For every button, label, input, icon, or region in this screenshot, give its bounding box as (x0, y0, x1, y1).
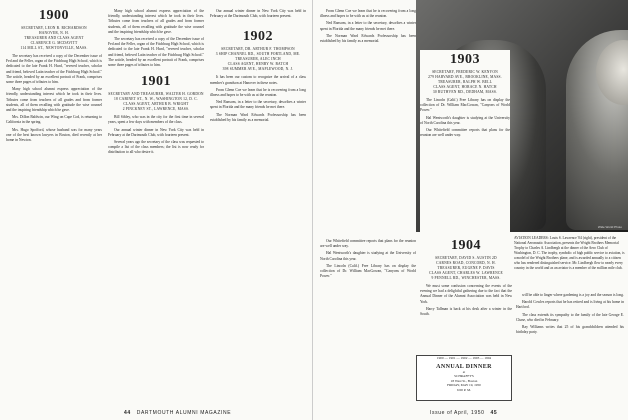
class-1904-continued (516, 290, 624, 405)
right-footer (430, 410, 501, 416)
class-1903-section (420, 50, 510, 232)
paragraph: Our Whitefield committee reports that plans for the reunion are well under way. (320, 239, 416, 249)
paragraph: Harry Tallman is back at his desk after a winter in the South. (420, 306, 512, 317)
officer-line: CLASS AGENT, HENRY W. BATCH (227, 62, 289, 67)
column-text (420, 284, 512, 317)
officer-line: 30 RUTHVEN RD., DEDHAM, MASS. (432, 90, 498, 94)
ad-detail: FRIDAY, MAY 19, 1950 (447, 383, 481, 388)
officer-line: TREASURER, RALPH W. BELL (437, 80, 493, 84)
paragraph: Bill Sibley, who was in the city for the first time in several years, spent a few days with members of the class. (108, 115, 204, 125)
officer-line: SECRETARY, FREDERIC W. KENYON (432, 70, 498, 74)
page-number: 45 (490, 410, 498, 416)
officer-line: 18 CABINET ST., N. W., WASHINGTON 12, D. C. (113, 97, 198, 102)
officer-line: SECRETARY, DAVID S. AUSTIN 2D (435, 256, 497, 260)
paragraph: The secretary has received a copy of the December issue of Fed and the Feller, organ of the Fitchburg High School, which is dedicated to the late Frank H. Hurd, "revered teacher, scholar and friend, beloved Latin teacher of the Fitchburg High School." The article, headed by an excellent portrait of Frank, comprises some three pages of tributes to him. (6, 54, 102, 85)
column-text (516, 293, 624, 335)
officer-line: SECRETARY AND TREASURER, WALTER H. GORDON (108, 92, 204, 97)
class-1904-section (420, 236, 512, 352)
officer-line: 398 SUMMER AVE., MAPLEWOOD, N. J. (222, 67, 294, 72)
ad-detail: at (462, 369, 466, 374)
class-1902-continued (320, 6, 416, 232)
paragraph: Hal Wentworth's daughter is studying at the University of North Carolina this year. (320, 251, 416, 261)
column-text (108, 115, 204, 155)
ad-detail: SCHRAFFT'S (454, 374, 474, 379)
class-1900-section (6, 6, 102, 145)
officer-line: CLASS AGENT, HORACE N. HATCH (433, 85, 497, 89)
paragraph: Mrs. Dillon Baldwin, our Wing on Cape Cod, is returning to California in the spring. (6, 115, 102, 125)
officer-line: 9 PENNELL RD., WINCHESTER, MASS. (431, 276, 501, 280)
officer-line: CLARENCE G. MCDAVITT (30, 41, 78, 45)
paragraph: The Norman Ward Edwards Professorship has been established by his family as a memorial. (210, 112, 306, 122)
paragraph: Ned Ransom, in a letter to the secretary, describes a winter spent in Florida and the many friends he met there. (210, 100, 306, 110)
ad-classes: 1900 — 1901 — 1902 — 1903 — 1904 (436, 356, 492, 360)
paragraph: The class extends its sympathy to the family of the late George E. Chase, who died in February. (516, 312, 624, 322)
officer-line: TREASURER, EUGENE P. DAVIS (437, 266, 495, 270)
officer-line: 279 HARVARD AVE., BROOKLINE, MASS. (428, 75, 502, 79)
class-year: 1902 (243, 29, 273, 45)
magazine-name: DARTMOUTH ALUMNI MAGAZINE (136, 410, 232, 416)
paragraph: Our annual winter dinner in New York City was held in February at the Dartmouth Club, with fourteen present. (210, 9, 306, 19)
officer-line: TREASURER, ALEC INCH (235, 57, 281, 62)
officer-line: SECRETARY, LEON B. RICHARDSON (21, 26, 87, 30)
officer-line: CLASS AGENT, ARTHUR B. WRIGHT (123, 102, 189, 107)
class-1901-section (108, 74, 204, 155)
column-text (108, 9, 204, 68)
officer-line: CARNES ROAD, CONCORD, N. H. (436, 261, 496, 265)
paragraph: Hal Wentworth's daughter is studying at the University of North Carolina this year. (420, 115, 510, 125)
paragraph: Many high school alumni express appreciation of the friendly, understanding interest which he took in their lives. Tributes come from teachers of all grades and from former students, all of them recalling with gratitude the wise counsel and the inspiring friendship which he gave. (6, 87, 102, 113)
class-year: 1903 (450, 52, 480, 67)
class-1902-section (210, 6, 306, 406)
paragraph: The Lincoln (Calif.) Free Library has on display the collection of Dr. William MacGowan, "Canyons of World Power." (320, 263, 416, 279)
officer-line: 3 SHIP CHANNEL RD., SOUTH PORTLAND, ME. (215, 52, 301, 57)
paragraph: Harold Cowles reports that he has retired and is living at his home in Hartford. (516, 300, 624, 310)
officer-line: CLASS AGENT, CHARLES W. LAWRENCE (429, 271, 503, 275)
column-text (420, 98, 510, 138)
paragraph: Our annual winter dinner in New York City was held in February at the Dartmouth Club, with fourteen present. (108, 127, 204, 137)
officer-line: TREASURER AND CLASS AGENT (24, 36, 84, 40)
issue-date: Issue of April, 1950 (430, 410, 485, 416)
paragraph: The Norman Ward Edwards Professorship has been established by his family as a memorial. (320, 33, 416, 44)
officer-line: SECRETARY, DR. ARTHUR F. THOMPSON (221, 47, 295, 52)
page-number: 44 (124, 410, 131, 416)
photo-caption: AVIATION LEADERS: Louis S. Lawrence '04 (right), president of the National Aeronautic Association, presents the Wright Brothers Memorial Trophy to Charles A. Lindbergh at the dinner of the Aero Club of Washington, D. C. The trophy, symbolic of high public service to aviation, is a model of the Wright Brothers plane, and is awarded annually to a citizen who has rendered distinguished service. Mr. Lindbergh flew to nearly every country in the world and as an aviator is a member of the million mile club. (514, 236, 625, 270)
paragraph: Many high school alumni express appreciation of the friendly, understanding interest which he took in their lives. Tributes come from teachers of all grades and from former students, all of them recalling with gratitude the wise counsel and the inspiring friendship which he gave. (108, 9, 204, 34)
column-text (320, 9, 416, 44)
column-text (210, 9, 306, 19)
paragraph: From Glenn Coe we learn that he is recovering from a long illness and hopes to be with us at the reunion. (320, 9, 416, 19)
paragraph: Ned Ransom, in a letter to the secretary, describes a winter spent in Florida and the many friends he met there. (320, 21, 416, 31)
paragraph: Ray Williams writes that 25 of his grandchildren attended his birthday party. (516, 325, 624, 335)
paragraph: The secretary has received a copy of the December issue of Fed and the Feller, organ of the Fitchburg High School, which is dedicated to the late Frank H. Hurd, "revered teacher, scholar and friend, beloved Latin teacher of the Fitchburg High School." The article, headed by an excellent portrait of Frank, comprises some three pages of tributes to him. (108, 37, 204, 68)
class-1903-continued (320, 236, 416, 406)
class-year: 1900 (39, 8, 69, 23)
column-text (210, 75, 306, 123)
paragraph: Several years ago the secretary of the class was requested to compile a list of the class members; the list is now ready for distribution to all who desire it. (108, 140, 204, 155)
class-year: 1901 (141, 74, 171, 90)
left-page (0, 0, 313, 420)
paragraph: The Lincoln (Calif.) Free Library has on display the collection of Dr. William MacGowan, "Canyons of World Power." (420, 98, 510, 113)
left-footer (120, 410, 231, 416)
annual-dinner-ad (416, 355, 512, 401)
ad-detail: 6:00 P. M. (457, 387, 471, 392)
officer-line: 114 MILL ST., NEWTONVILLE, MASS. (20, 46, 88, 50)
ad-detail: 18 West St., Boston (450, 378, 478, 383)
paragraph: Mrs. Hugo Spofford, whose husband was for many years one of the best known lawyers in Boston, died recently at her home in Newton. (6, 127, 102, 143)
officer-line: HANOVER, N. H. (38, 31, 70, 35)
column-text (320, 239, 416, 279)
paragraph: Our Whitefield committee reports that plans for the reunion are well under way. (420, 128, 510, 138)
paragraph: It has been our custom to recognize the arrival of a class member's grandson at Hanover in these notes. (210, 75, 306, 85)
ad-title: ANNUAL DINNER (436, 363, 492, 370)
class-1900-continued (108, 6, 204, 406)
paragraph: We must some confusion concerning the events of the evening we had a delightful gathering due to the fact that the Annual Dinner of the Alumni Association was held in New York. (420, 284, 512, 304)
officer-line: 2 PINCKNEY ST., LAWRENCE, MASS. (122, 107, 190, 112)
column-text (6, 54, 102, 143)
class-year: 1904 (451, 238, 481, 253)
paragraph: From Glenn Coe we learn that he is recovering from a long illness and hopes to be with us at the reunion. (210, 87, 306, 98)
paragraph: will be able to linger where gardening is a joy and the season is long. (522, 293, 624, 297)
photo-credit: Wide World Photo (597, 225, 622, 229)
